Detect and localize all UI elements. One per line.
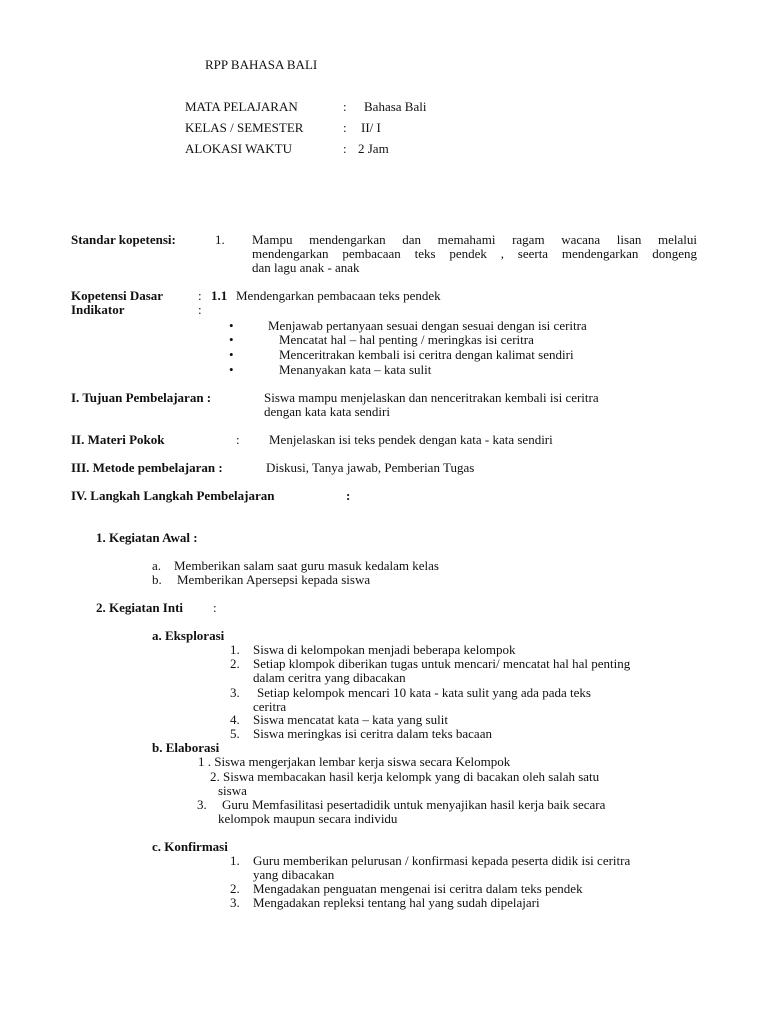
standar-line-3: dan lagu anak - anak [252, 260, 360, 275]
eksplorasi-item: Siswa meringkas isi ceritra dalam teks bacaan [253, 726, 492, 741]
class-label: KELAS / SEMESTER [185, 120, 304, 135]
tujuan-line-1: Siswa mampu menjelaskan dan nenceritrakan kembali isi ceritra [264, 390, 599, 405]
eksplorasi-item: Setiap klompok diberikan tugas untuk mencari/ mencatat hal hal penting [253, 656, 631, 671]
eksplorasi-item: Siswa mencatat kata – kata yang sulit [253, 712, 448, 727]
tujuan-line-2: dengan kata kata sendiri [264, 404, 390, 419]
class-value: II/ I [361, 120, 381, 135]
class-colon: : [343, 120, 347, 135]
awal-marker-b: b. [152, 572, 162, 587]
konfirmasi-heading: c. Konfirmasi [152, 839, 228, 854]
langkah-colon: : [346, 488, 351, 503]
elaborasi-item-1: 1 . Siswa mengerjakan lembar kerja siswa secara Kelompok [198, 754, 511, 769]
konfirmasi-item-cont: yang dibacakan [253, 867, 335, 882]
indikator-item: Menceritrakan kembali isi ceritra dengan kalimat sendiri [279, 347, 574, 362]
metode-label: III. Metode pembelajaran : [71, 460, 223, 475]
kegiatan-inti-colon: : [213, 600, 217, 615]
materi-colon: : [236, 432, 240, 447]
standar-number: 1. [215, 232, 225, 247]
time-value: 2 Jam [358, 141, 389, 156]
kd-text: Mendengarkan pembacaan teks pendek [236, 288, 441, 303]
elaborasi-item-2: 2. Siswa membacakan hasil kerja kelompk yang di bacakan oleh salah satu [210, 769, 600, 784]
standar-line-1: Mampu mendengarkan dan memahami ragam wacana lisan melalui [252, 232, 697, 247]
konfirmasi-number: 3. [230, 895, 240, 910]
subject-colon: : [343, 99, 347, 114]
indikator-item: Menanyakan kata – kata sulit [279, 362, 432, 377]
konfirmasi-item: Mengadakan repleksi tentang hal yang sudah dipelajari [253, 895, 540, 910]
langkah-label: IV. Langkah Langkah Pembelajaran [71, 488, 275, 503]
awal-item-a: Memberikan salam saat guru masuk kedalam kelas [174, 558, 439, 573]
subject-value: Bahasa Bali [364, 99, 427, 114]
eksplorasi-number: 5. [230, 726, 240, 741]
konfirmasi-number: 1. [230, 853, 240, 868]
indikator-bullet: • [229, 347, 234, 362]
tujuan-label: I. Tujuan Pembelajaran : [71, 390, 212, 405]
eksplorasi-number: 2. [230, 656, 240, 671]
eksplorasi-item-cont: dalam ceritra yang dibacakan [253, 670, 406, 685]
elaborasi-heading: b. Elaborasi [152, 740, 220, 755]
eksplorasi-number: 3. [230, 685, 240, 700]
standar-line-2: mendengarkan pembacaan teks pendek , seerta mendengarkan dongeng [252, 246, 697, 261]
materi-label: II. Materi Pokok [71, 432, 165, 447]
kegiatan-awal-heading: 1. Kegiatan Awal : [96, 530, 198, 545]
kd-number: 1.1 [211, 288, 228, 303]
elaborasi-item-3-cont: kelompok maupun secara individu [218, 811, 398, 826]
materi-text: Menjelaskan isi teks pendek dengan kata - kata sendiri [269, 432, 553, 447]
eksplorasi-item: Siswa di kelompokan menjadi beberapa kelompok [253, 642, 516, 657]
elaborasi-item-2-cont: siswa [218, 783, 247, 798]
kd-label: Kopetensi Dasar [71, 288, 164, 303]
indikator-label: Indikator [71, 302, 125, 317]
kd-colon: : [198, 288, 202, 303]
eksplorasi-number: 1. [230, 642, 240, 657]
eksplorasi-heading: a. Eksplorasi [152, 628, 225, 643]
indikator-item: Menjawab pertanyaan sesuai dengan sesuai dengan isi ceritra [268, 318, 587, 333]
document-title: RPP BAHASA BALI [205, 57, 318, 72]
awal-marker-a: a. [152, 558, 162, 573]
eksplorasi-number: 4. [230, 712, 240, 727]
indikator-bullet: • [229, 318, 234, 333]
metode-text: Diskusi, Tanya jawab, Pemberian Tugas [266, 460, 475, 475]
konfirmasi-item: Mengadakan penguatan mengenai isi ceritra dalam teks pendek [253, 881, 583, 896]
standar-label: Standar kopetensi: [71, 232, 176, 247]
konfirmasi-item: Guru memberikan pelurusan / konfirmasi kepada peserta didik isi ceritra [253, 853, 631, 868]
elaborasi-item-3: Guru Memfasilitasi pesertadidik untuk menyajikan hasil kerja baik secara [222, 797, 606, 812]
indikator-item: Mencatat hal – hal penting / meringkas isi ceritra [279, 332, 534, 347]
eksplorasi-item-cont: ceritra [253, 699, 287, 714]
time-colon: : [343, 141, 347, 156]
konfirmasi-number: 2. [230, 881, 240, 896]
kegiatan-inti-heading: 2. Kegiatan Inti [96, 600, 184, 615]
elaborasi-number-3: 3. [197, 797, 207, 812]
time-label: ALOKASI WAKTU [185, 141, 293, 156]
awal-item-b: Memberikan Apersepsi kepada siswa [177, 572, 371, 587]
subject-label: MATA PELAJARAN [185, 99, 298, 114]
indikator-bullet: • [229, 332, 234, 347]
indikator-bullet: • [229, 362, 234, 377]
indikator-colon: : [198, 302, 202, 317]
eksplorasi-item: Setiap kelompok mencari 10 kata - kata sulit yang ada pada teks [257, 685, 591, 700]
